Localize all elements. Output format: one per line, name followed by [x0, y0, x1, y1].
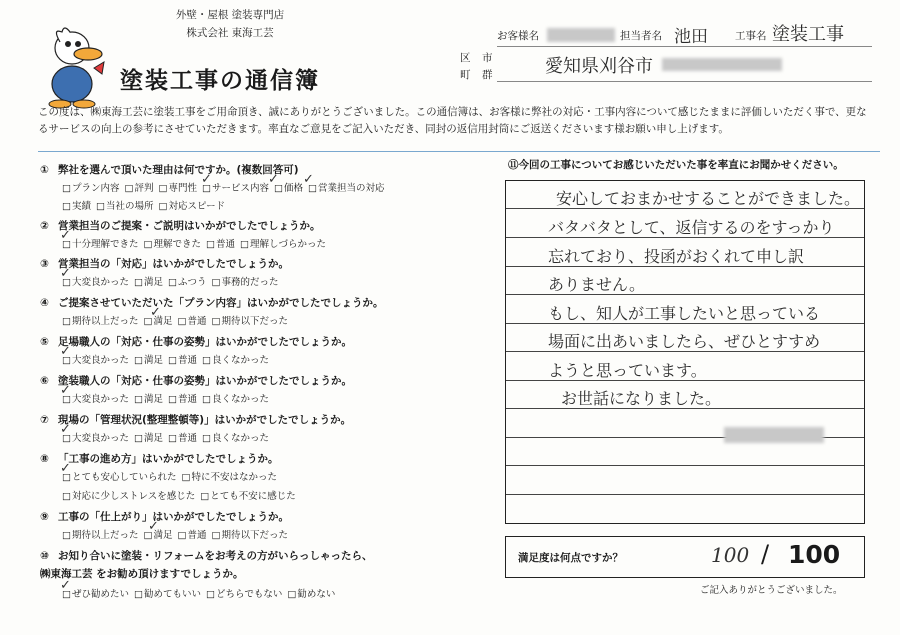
comment-line-7: ようと思っています。 — [548, 361, 707, 380]
q6-option-satisfied[interactable]: □ 満足 — [134, 394, 163, 405]
q7-option-normal[interactable]: □ 普通 — [168, 433, 197, 444]
q3-option-great[interactable]: □ 大変良かった — [62, 277, 129, 288]
q3-option-normal[interactable]: □ ふつう — [168, 277, 207, 288]
header-underline-2 — [497, 80, 872, 82]
q4-option-normal[interactable]: □ 普通 — [178, 316, 207, 327]
q5-check: ✓ — [60, 344, 71, 359]
work-name: 塗装工事 — [772, 24, 844, 45]
company-name: 株式会社 東海工芸 — [186, 27, 274, 39]
question-8: ⑧ 「工事の進め方」はいかがでしたでしょうか。 — [40, 453, 279, 465]
question-7: ⑦ 現場の「管理状況(整理整頓等)」はいかがでしたでしょうか。 — [40, 414, 352, 426]
score-value[interactable]: 100 — [711, 543, 750, 567]
question-7-options — [62, 430, 274, 444]
q4-option-exceeded[interactable]: □ 期待以上だった — [62, 316, 139, 327]
question-4-options — [62, 313, 293, 327]
q9-option-normal[interactable]: □ 普通 — [178, 530, 207, 541]
question-3: ③ 営業担当の「対応」はいかがでしたでしょうか。 — [40, 258, 289, 270]
customer-name-redacted — [547, 28, 615, 42]
q8-option-very-safe[interactable]: □ とても安心していられた — [62, 472, 177, 483]
q8-check: ✓ — [60, 461, 71, 476]
q1-option-reputation[interactable]: □ 評判 — [125, 183, 154, 194]
q7-check: ✓ — [60, 422, 71, 437]
q7-option-satisfied[interactable]: □ 満足 — [134, 433, 163, 444]
q7-option-great[interactable]: □ 大変良かった — [62, 433, 129, 444]
comment-line-1: 安心しておまかせすることができました。 — [556, 189, 861, 208]
q10-check: ✓ — [60, 578, 71, 593]
question-10-line-2: ㈱東海工芸 をお勧め頂けますでしょうか。 — [40, 568, 244, 580]
customer-label: お客様名 — [497, 30, 539, 42]
q10-option-neutral[interactable]: □ どちらでもない — [206, 589, 282, 600]
q1-option-track-record[interactable]: □ 実績 — [62, 201, 91, 212]
question-5-options — [62, 352, 274, 366]
q6-check: ✓ — [60, 383, 71, 398]
score-separator: / — [761, 540, 770, 568]
q2-option-fully[interactable]: □ 十分理解できた — [62, 239, 139, 250]
question-2-options — [62, 236, 331, 250]
q9-option-below[interactable]: □ 期待以下だった — [212, 530, 289, 541]
comment-line-2: バタバタとして、返信するのをすっかり — [548, 218, 835, 237]
question-10: ⑩ お知り合いに塗装・リフォームをお考えの方がいらっしゃったら、 — [40, 550, 373, 562]
q8-option-very-anxious[interactable]: □ とても不安に感じた — [200, 491, 296, 502]
header-underline-1 — [497, 45, 872, 47]
question-8-options-row-2 — [62, 488, 301, 502]
comment-line-3: 忘れており、投函がおくれて申し訳 — [548, 247, 805, 266]
q1-option-plan[interactable]: □ プラン内容 — [62, 183, 120, 194]
question-6-options — [62, 391, 274, 405]
company-info — [115, 6, 345, 42]
question-1-options-row-2 — [62, 198, 230, 212]
ruled-line — [506, 465, 864, 466]
address: 愛知県刈谷市 — [545, 56, 653, 77]
q8-option-no-worry[interactable]: □ 特に不安はなかった — [182, 472, 278, 483]
q3-option-satisfied[interactable]: □ 満足 — [134, 277, 163, 288]
q5-option-bad[interactable]: □ 良くなかった — [202, 355, 269, 366]
q1-option-sales-staff[interactable]: □ 営業担当の対応 — [308, 183, 385, 194]
town-label: 町 — [460, 69, 471, 81]
q4-option-satisfied[interactable]: □ 満足 — [144, 316, 173, 327]
q6-option-normal[interactable]: □ 普通 — [168, 394, 197, 405]
score-question: 満足度は何点ですか？ — [518, 552, 623, 564]
q9-option-satisfied[interactable]: □ 満足 — [144, 530, 173, 541]
q2-check: ✓ — [60, 228, 71, 243]
duck-mascot-illustration — [38, 20, 108, 110]
staff-name: 池田 — [674, 27, 708, 47]
question-9-options — [62, 527, 293, 541]
q10-option-definitely[interactable]: □ ぜひ勧めたい — [62, 589, 129, 600]
q1-option-expertise[interactable]: □ 専門性 — [159, 183, 198, 194]
q1-check-expertise: ✓ — [201, 172, 212, 187]
q7-option-bad[interactable]: □ 良くなかった — [202, 433, 269, 444]
signature-redacted — [724, 427, 824, 443]
question-11-title: ⑪今回の工事についてお感じいただいた事を率直にお聞かせください。 — [508, 159, 844, 171]
q10-option-no[interactable]: □ 勧めない — [287, 589, 335, 600]
score-max: 100 — [788, 540, 841, 569]
comment-box[interactable] — [505, 180, 865, 524]
q4-option-below[interactable]: □ 期待以下だった — [212, 316, 289, 327]
ward-label: 区 — [460, 52, 471, 64]
ruled-line — [506, 494, 864, 495]
q5-option-normal[interactable]: □ 普通 — [168, 355, 197, 366]
comment-line-6: 場面に出あいましたら、ぜひとすすめ — [548, 332, 821, 351]
q3-check: ✓ — [60, 266, 71, 281]
q9-option-exceeded[interactable]: □ 期待以上だった — [62, 530, 139, 541]
staff-label: 担当者名 — [620, 30, 662, 42]
q1-option-service[interactable]: □ サービス内容 — [202, 183, 269, 194]
question-2: ② 営業担当のご提案・ご説明はいかがでしたでしょうか。 — [40, 220, 321, 232]
county-label: 群 — [482, 69, 493, 81]
question-5: ⑤ 足場職人の「対応・仕事の姿勢」はいかがでしたでしょうか。 — [40, 336, 352, 348]
q1-option-price[interactable]: □ 価格 — [274, 183, 303, 194]
q1-check-sales-staff: ✓ — [303, 172, 314, 187]
score-box — [505, 536, 865, 578]
question-9: ⑨ 工事の「仕上がり」はいかがでしたでしょうか。 — [40, 511, 289, 523]
q5-option-great[interactable]: □ 大変良かった — [62, 355, 129, 366]
q4-check: ✓ — [150, 305, 161, 320]
question-8-options-row-1 — [62, 469, 282, 483]
q1-option-location[interactable]: □ 当社の場所 — [96, 201, 154, 212]
question-10-options — [62, 586, 340, 600]
q2-option-normal[interactable]: □ 普通 — [206, 239, 235, 250]
q3-option-businesslike[interactable]: □ 事務的だった — [212, 277, 279, 288]
company-tagline: 外壁・屋根 塗装専門店 — [175, 9, 285, 21]
q1-check-price: ✓ — [268, 172, 279, 187]
form-title: 塗装工事の通信簿 — [120, 68, 320, 94]
work-label: 工事名 — [735, 30, 767, 42]
section-divider — [38, 151, 880, 152]
comment-line-8: お世話になりました。 — [561, 389, 722, 408]
question-1-options-row-1 — [62, 180, 390, 194]
q6-option-great[interactable]: □ 大変良かった — [62, 394, 129, 405]
q2-option-understood[interactable]: □ 理解できた — [144, 239, 202, 250]
question-1: ① 弊社を選んで頂いた理由は何ですか。(複数回答可) — [40, 164, 299, 176]
thanks-text: ご記入ありがとうございました。 — [700, 585, 843, 596]
comment-line-4: ありません。 — [548, 275, 645, 294]
intro-text: この度は、㈱東海工芸に塗装工事をご用命頂き、誠にありがとうございました。この通信簿は、お客様に弊社の対応・工事内容について感じたままに評価しいただく事で、更なるサービスの向上の参考にさせていただきます。率直なご意見をご記入いただき、同封の返信用封筒にご返送くださいます様お願い申し上げます。 — [38, 106, 867, 135]
q2-option-hard[interactable]: □ 理解しづらかった — [240, 239, 326, 250]
q8-option-some-stress[interactable]: □ 対応に少しストレスを感じた — [62, 491, 195, 502]
question-4: ④ ご提案させていただいた「プラン内容」はいかがでしたでしょうか。 — [40, 297, 384, 309]
question-3-options — [62, 274, 284, 288]
q9-check: ✓ — [148, 519, 159, 534]
city-label: 市 — [482, 52, 493, 64]
q5-option-satisfied[interactable]: □ 満足 — [134, 355, 163, 366]
address-redacted — [662, 58, 782, 71]
question-6: ⑥ 塗装職人の「対応・仕事の姿勢」はいかがでしたでしょうか。 — [40, 375, 352, 387]
q6-option-bad[interactable]: □ 良くなかった — [202, 394, 269, 405]
q1-option-speed[interactable]: □ 対応スピード — [159, 201, 226, 212]
q10-option-maybe[interactable]: □ 勧めてもいい — [134, 589, 201, 600]
comment-line-5: もし、知人が工事したいと思っている — [548, 304, 821, 323]
